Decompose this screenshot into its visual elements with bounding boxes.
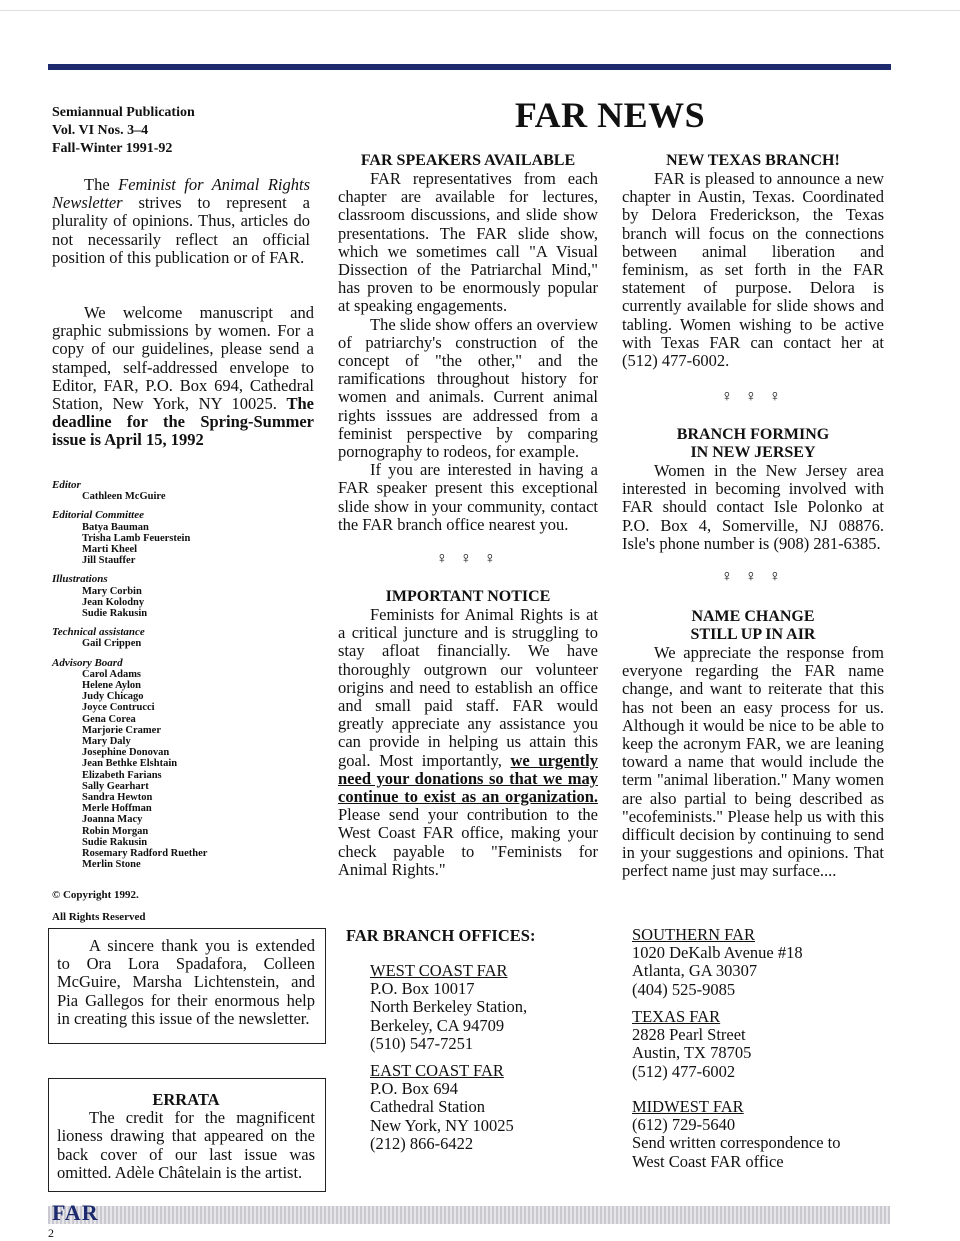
errata-box: [48, 1078, 326, 1192]
offices-heading: FAR BRANCH OFFICES:: [346, 926, 536, 945]
speakers-paragraph: FAR representatives from each chapter are available for lectures, classroom discussions, and slide show presentations. The FAR slide show, which we sometimes call "A Visual Dissection of the Patriarchal Mind," has proven to be enormously popular at speaking engagements.: [338, 169, 598, 316]
credit-name: Joanna Macy: [82, 814, 143, 826]
credit-name: Cathleen McGuire: [82, 491, 166, 503]
masthead: [52, 104, 312, 158]
notice-article: [338, 588, 598, 879]
credit-name: Mary Daly: [82, 736, 131, 748]
office-phone: (612) 729-5640: [632, 1115, 736, 1135]
staff-credits: [52, 480, 312, 871]
masthead-line: Fall-Winter 1991-92: [52, 141, 173, 156]
office-east: [370, 1062, 590, 1153]
namechange-heading: NAME CHANGE: [691, 608, 815, 625]
office-south: [632, 926, 882, 999]
office-phone: (404) 525-9085: [632, 979, 736, 999]
credit-name: Sudie Rakusin: [82, 608, 148, 620]
texas-paragraph: FAR is pleased to announce a new chapter in Austin, Texas. Coordinated by Delora Frederickson, the Texas branch will focus on the connections between animal liberation and feminism, as set forth in the FAR statement of purpose. Delora is currently available for slide shows and tabling. Women wishing to be active with Texas FAR can contact her at (512) 477-6002.: [622, 169, 884, 371]
credit-name: Rosemary Radford Ruether: [82, 848, 208, 860]
credit-name: Elizabeth Farians: [82, 769, 162, 781]
credit-role: Technical assistance: [52, 626, 145, 639]
intro-paragraph: [52, 176, 310, 267]
footer-bar: [48, 1206, 890, 1224]
namechange-paragraph: We appreciate the response from everyone regarding the FAR name change, and want to reiterate that this has not been an easy process for us. Although it would be nice to be able to keep the acronym FAR, we are leaning toward a name that would include the term "animal liberation." Many women are also partial to being described as "ecofeminists." Please help us with this difficult decision by continuing to send in your suggestions and opinions. That perfect name just may surface....: [622, 643, 884, 881]
office-line: Berkeley, CA 94709: [370, 1015, 505, 1035]
intro-text: strives to represent a plurality of opinions. Thus, articles do not necessarily reflect an official position of this publication or of FAR.: [52, 193, 310, 267]
credit-name: Merlin Stone: [82, 859, 141, 871]
venus-divider: ♀ ♀ ♀: [436, 550, 500, 567]
speakers-heading: FAR SPEAKERS AVAILABLE: [360, 152, 576, 169]
masthead-line: Vol. VI Nos. 3–4: [52, 123, 149, 138]
credit-name: Marjorie Cramer: [82, 724, 161, 736]
copyright-text: © Copyright 1992.: [52, 889, 139, 901]
credit-name: Batya Bauman: [82, 521, 149, 533]
office-name: WEST COAST FAR: [370, 961, 508, 980]
office-phone: (512) 477-6002: [632, 1061, 736, 1081]
office-phone: (510) 547-7251: [370, 1033, 474, 1053]
header-rule: [48, 64, 891, 70]
donation-appeal: we urgently need your donations so that we may continue to exist as an organization.: [338, 750, 598, 807]
office-line: P.O. Box 694: [370, 1079, 459, 1099]
credit-name: Sudie Rakusin: [82, 836, 148, 848]
credit-role: Illustrations: [52, 573, 108, 586]
credit-name: Helene Aylon: [82, 680, 142, 692]
venus-divider: ♀ ♀ ♀: [721, 388, 785, 405]
jersey-heading: BRANCH FORMING: [676, 426, 830, 443]
credit-role: Advisory Board: [52, 656, 123, 669]
thanks-box: [48, 928, 326, 1044]
credit-role: Editor: [52, 479, 81, 491]
office-name: MIDWEST FAR: [632, 1097, 744, 1116]
jersey-paragraph: Women in the New Jersey area interested in becoming involved with FAR should contact Isle Polonko at P.O. Box 4, Somerville, NJ 08876. Isle's phone number is (908) 281-6385.: [622, 461, 884, 553]
texas-article: [622, 152, 884, 370]
credit-name: Joyce Contrucci: [82, 702, 155, 714]
namechange-article: [622, 608, 884, 881]
credit-name: Josephine Donovan: [82, 747, 170, 759]
texas-heading: NEW TEXAS BRANCH!: [666, 152, 840, 169]
office-name: SOUTHERN FAR: [632, 925, 756, 944]
credit-name: Jean Bethke Elshtain: [82, 758, 178, 770]
office-name: TEXAS FAR: [632, 1007, 721, 1026]
office-line: West Coast FAR office: [632, 1151, 784, 1171]
jersey-heading: IN NEW JERSEY: [690, 444, 816, 461]
credit-name: Merle Hoffman: [82, 803, 152, 815]
office-name: EAST COAST FAR: [370, 1061, 504, 1080]
errata-heading: ERRATA: [152, 1090, 220, 1109]
venus-divider: ♀ ♀ ♀: [721, 568, 785, 585]
credit-name: Mary Corbin: [82, 585, 142, 597]
page-title: FAR NEWS: [514, 95, 706, 135]
notice-heading: IMPORTANT NOTICE: [385, 588, 551, 605]
credit-name: Robin Morgan: [82, 825, 149, 837]
namechange-heading: STILL UP IN AIR: [690, 626, 816, 643]
credit-name: Judy Chicago: [82, 691, 144, 703]
office-line: 1020 DeKalb Avenue #18: [632, 943, 803, 963]
office-line: P.O. Box 10017: [370, 979, 475, 999]
credit-role: Editorial Committee: [52, 509, 144, 522]
credit-name: Gena Corea: [82, 713, 136, 725]
credit-name: Marti Kheel: [82, 544, 138, 556]
office-midwest: [632, 1098, 882, 1171]
office-line: Austin, TX 78705: [632, 1043, 752, 1063]
office-line: Cathedral Station: [370, 1097, 486, 1117]
credit-name: Carol Adams: [82, 668, 142, 680]
intro-text: The: [84, 175, 119, 194]
copyright-block: [52, 884, 146, 928]
speakers-article: [338, 152, 598, 534]
office-west: [370, 962, 590, 1053]
deadline-text: The deadline for the Spring-Summer issue is April 15, 1992: [52, 394, 315, 450]
speakers-paragraph: If you are interested in having a FAR speaker present this exceptional slide show in your community, contact the FAR branch office nearest you.: [338, 460, 598, 534]
office-phone: (212) 866-6422: [370, 1133, 474, 1153]
credit-name: Trisha Lamb Feuerstein: [82, 532, 191, 544]
footer-logo: FAR: [52, 1200, 99, 1225]
rights-text: All Rights Reserved: [52, 911, 146, 923]
page-edge: [0, 10, 960, 11]
office-texas: [632, 1008, 882, 1081]
credit-name: Gail Crippen: [82, 638, 142, 650]
office-line: New York, NY 10025: [370, 1115, 514, 1135]
newsletter-name: Feminist for Animal Rights Newsletter: [52, 175, 310, 213]
submissions-paragraph: [52, 304, 314, 450]
office-line: 2828 Pearl Street: [632, 1025, 746, 1045]
office-line: Send written correspondence to: [632, 1133, 841, 1153]
office-line: Atlanta, GA 30307: [632, 961, 758, 981]
masthead-line: Semiannual Publication: [52, 105, 195, 120]
errata-text: The credit for the magnificent lioness drawing that appeared on the back cover of our last issue was omitted. Adèle Châtelain is the artist.: [57, 1108, 315, 1182]
credit-name: Jill Stauffer: [82, 555, 136, 567]
submissions-text: We welcome manuscript and graphic submissions by women. For a copy of our guidelines, please send a stamped, self-addressed envelope to Editor, FAR, P.O. Box 694, Cathedral Station, New York, NY 10025.: [52, 303, 314, 414]
credit-name: Sandra Hewton: [82, 792, 153, 804]
thanks-text: A sincere thank you is extended to Ora Lora Spadafora, Colleen McGuire, Marsha Lichtenstein, and Pia Gallegos for their enormous help in creating this issue of the newsletter.: [57, 936, 315, 1028]
credit-name: Jean Kolodny: [82, 596, 145, 608]
notice-text: Feminists for Animal Rights is at a critical juncture and is struggling to stay afloat financially. We have thoroughly outgrown our volunteer origins and need to establish an office and small paid staff. FAR would greatly appreciate any assistance you can provide in helping us attain this goal. Most importantly,: [338, 605, 598, 770]
speakers-paragraph: The slide show offers an overview of patriarchy's construction of the concept of "the other," and the ramifications throughout history for women and animals. Current animal rights isssues are addressed from a feminist perspective by comparing pornography to rodeos, for example.: [338, 314, 598, 462]
credit-name: Sally Gearhart: [82, 780, 149, 792]
jersey-article: [622, 426, 884, 553]
page-number: 2: [48, 1226, 54, 1240]
notice-text: Please send your contribution to the West Coast FAR office, making your check payable to "Feminists for Animal Rights.": [338, 805, 598, 879]
office-line: North Berkeley Station,: [370, 997, 528, 1017]
